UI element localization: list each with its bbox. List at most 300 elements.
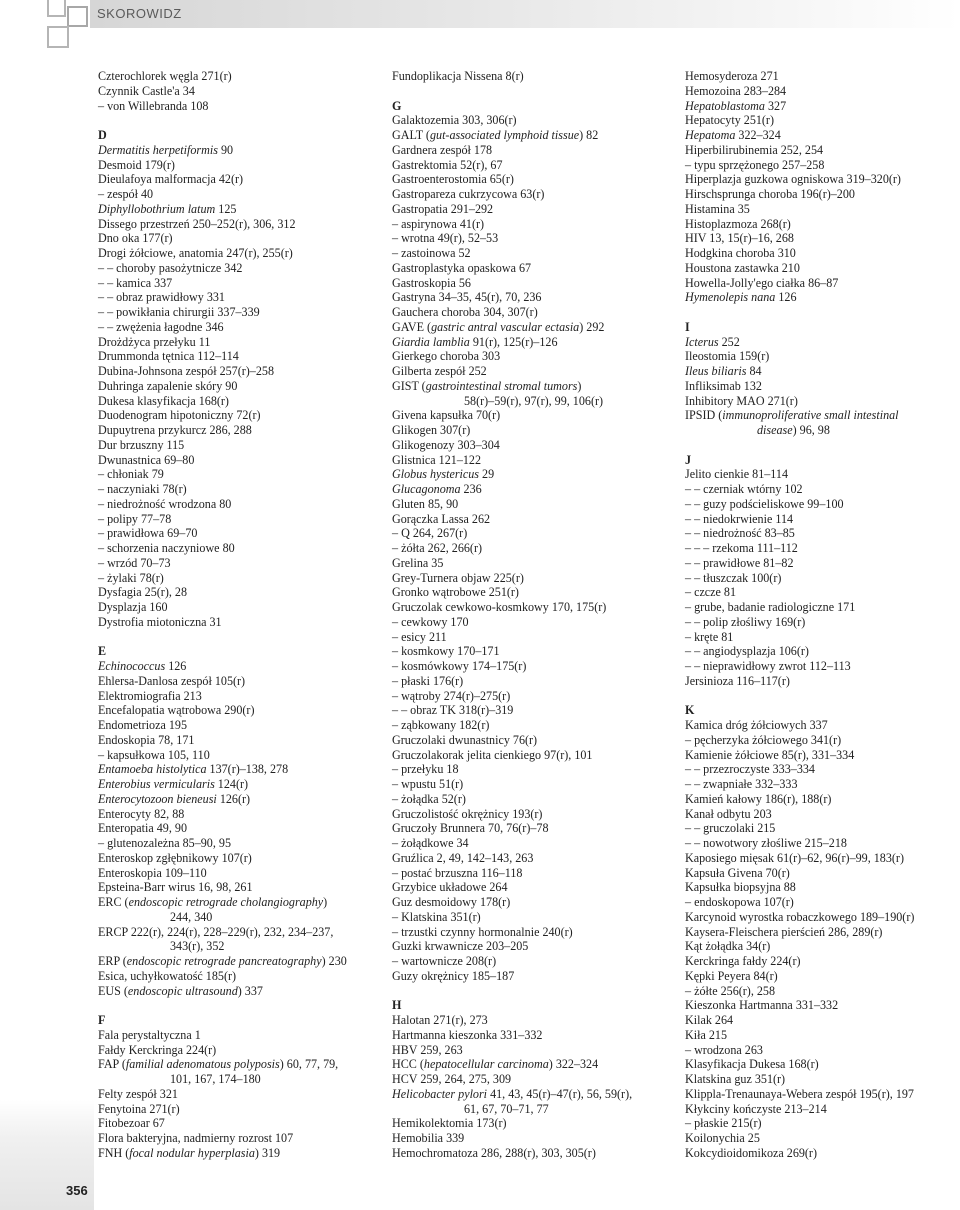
index-term: – postać brzuszna 116–118 [392, 865, 523, 880]
index-entry [392, 1057, 677, 1072]
index-pages: ) 60, 77, 79, [279, 1057, 339, 1072]
index-entry [392, 408, 677, 423]
index-term: 101, 167, 174–180 [170, 1072, 261, 1086]
index-term: FNH ( [98, 1145, 130, 1160]
index-entry [98, 335, 378, 350]
index-term: – trzustki czynny hormonalnie 240(r) [392, 924, 573, 939]
index-term: – wrzód 70–73 [98, 555, 171, 570]
index-entry [392, 836, 677, 851]
index-entry [685, 939, 955, 954]
index-entry [392, 349, 677, 364]
index-term: GALT ( [392, 128, 430, 142]
index-term: Kamienie żółciowe 85(r), 331–334 [685, 747, 855, 762]
index-entry [685, 423, 955, 438]
index-term: Gastroenterostomia 65(r) [392, 172, 514, 187]
index-term: Enteroskopia 109–110 [98, 865, 207, 880]
index-term: – esicy 211 [392, 629, 447, 644]
index-term: – schorzenia naczyniowe 80 [98, 541, 235, 555]
index-term: – von Willebranda 108 [98, 98, 209, 113]
index-entry [392, 305, 677, 320]
index-term: Dupuytrena przykurcz 286, 288 [98, 423, 252, 437]
index-entry [392, 158, 677, 173]
index-pages: ) 230 [321, 954, 347, 968]
index-entry [392, 630, 677, 645]
index-entry [685, 969, 955, 984]
index-entry [685, 1013, 955, 1028]
index-term: Hirschsprunga choroba 196(r)–200 [685, 187, 855, 201]
index-term: Dystrofia miotoniczna 31 [98, 614, 222, 629]
index-entry [685, 512, 955, 527]
index-entry [98, 910, 378, 925]
index-term: – żółta 262, 266(r) [392, 541, 483, 555]
index-term: Guzki krwawnicze 203–205 [392, 939, 529, 954]
index-term: – – guzy podścieliskowe 99–100 [685, 496, 844, 511]
index-entry [98, 1028, 378, 1043]
index-term: Guzy okrężnicy 185–187 [392, 968, 515, 983]
index-term: Glistnica 121–122 [392, 452, 482, 467]
index-term: Ehlersa-Danlosa zespół 105(r) [98, 673, 246, 688]
index-entry [685, 748, 955, 763]
index-pages: 327 [764, 98, 787, 113]
index-term: – pęcherzyka żółciowego 341(r) [685, 732, 842, 747]
index-entry [685, 394, 955, 409]
index-term: FAP ( [98, 1057, 126, 1072]
index-entry [392, 925, 677, 940]
index-term: – endoskopowa 107(r) [685, 895, 794, 909]
index-entry [392, 674, 677, 689]
index-term: – zastoinowa 52 [392, 246, 471, 260]
index-entry [392, 497, 677, 512]
index-entry [392, 571, 677, 586]
index-term: HCV 259, 264, 275, 309 [392, 1072, 512, 1086]
index-entry [685, 807, 955, 822]
index-term: – aspirynowa 41(r) [392, 216, 485, 231]
index-term: Hiperplazja guzkowa ogniskowa 319–320(r) [685, 172, 901, 187]
index-term: – żołądka 52(r) [392, 791, 466, 806]
index-entry [392, 1028, 677, 1043]
index-entry [392, 69, 677, 84]
index-entry [392, 1072, 677, 1087]
index-term: Kapsuła Givena 70(r) [685, 865, 790, 880]
index-entry [98, 423, 378, 438]
index-term: Grelina 35 [392, 555, 444, 570]
index-entry [98, 556, 378, 571]
index-term: Jelito cienkie 81–114 [685, 467, 788, 482]
index-letter-heading [685, 320, 955, 335]
index-term: – – polip złośliwy 169(r) [685, 614, 806, 629]
index-term: Gierkego choroba 303 [392, 349, 501, 364]
index-term: Esica, uchyłkowatość 185(r) [98, 968, 237, 983]
index-pages: ) 322–324 [548, 1057, 599, 1072]
index-entry [98, 866, 378, 881]
index-term: Czterochlorek węgla 271(r) [98, 69, 232, 83]
index-pages: 124(r) [214, 777, 249, 791]
index-term: 244, 340 [170, 909, 213, 924]
index-entry [98, 851, 378, 866]
index-term: – prawidłowa 69–70 [98, 526, 198, 541]
index-entry [392, 585, 677, 600]
index-entry [392, 556, 677, 571]
index-entry [685, 335, 955, 350]
index-term: Gruczolistość okrężnicy 193(r) [392, 806, 543, 821]
index-entry [685, 851, 955, 866]
index-entry [98, 526, 378, 541]
index-term: Inhibitory MAO 271(r) [685, 393, 798, 408]
index-entry [98, 807, 378, 822]
index-entry [98, 733, 378, 748]
index-term-italic: Ileus biliaris [685, 364, 747, 378]
index-term: Hepatocyty 251(r) [685, 113, 774, 128]
index-entry [392, 733, 677, 748]
index-term: Kępki Peyera 84(r) [685, 968, 778, 983]
index-entry [98, 261, 378, 276]
index-term: D [98, 128, 107, 142]
index-pages: 91(r), 125(r)–126 [469, 334, 558, 349]
index-entry [392, 143, 677, 158]
index-entry [685, 99, 955, 114]
index-term: HIV 13, 15(r)–16, 268 [685, 231, 794, 246]
index-entry [98, 482, 378, 497]
index-entry [392, 246, 677, 261]
index-term: – żółte 256(r), 258 [685, 983, 776, 998]
index-entry [685, 261, 955, 276]
index-term: – Q 264, 267(r) [392, 526, 468, 541]
index-term: EUS ( [98, 983, 128, 998]
index-entry [98, 718, 378, 733]
index-spacer [685, 305, 955, 320]
index-entry [98, 1057, 378, 1072]
index-entry [98, 880, 378, 895]
index-term: Gruźlica 2, 49, 142–143, 263 [392, 850, 534, 865]
index-term: Kapsułka biopsyjna 88 [685, 880, 796, 895]
index-pages: ) 337 [237, 983, 263, 998]
index-entry [392, 659, 677, 674]
index-term: Dysfagia 25(r), 28 [98, 585, 187, 600]
index-term-italic: gastrointestinal stromal tumors [425, 378, 578, 393]
index-spacer [685, 438, 955, 453]
index-entry [392, 762, 677, 777]
index-entry [98, 290, 378, 305]
index-spacer [685, 689, 955, 704]
index-term: Howella-Jolly'ego ciałka 86–87 [685, 275, 839, 290]
index-pages: ) 319 [254, 1145, 281, 1160]
index-entry [685, 408, 955, 423]
index-entry [685, 1116, 955, 1131]
index-term: IPSID ( [685, 408, 723, 423]
index-entry [685, 1057, 955, 1072]
index-term: Fala perystaltyczna 1 [98, 1027, 201, 1042]
index-term-italic: Helicobacter pylori [392, 1086, 488, 1101]
index-term: K [685, 703, 695, 718]
index-term: Drummonda tętnica 112–114 [98, 349, 239, 364]
index-entry [685, 866, 955, 881]
index-term: – ząbkowany 182(r) [392, 718, 490, 732]
index-term: Felty zespół 321 [98, 1086, 178, 1101]
index-entry [98, 659, 378, 674]
index-term: – – – rzekoma 111–112 [685, 541, 798, 555]
header-band [90, 0, 960, 28]
index-term: Gastropareza cukrzycowa 63(r) [392, 187, 545, 201]
index-entry [98, 1043, 378, 1058]
index-entry [392, 335, 677, 350]
index-term: – – zwężenia łagodne 346 [98, 319, 224, 334]
index-entry [392, 748, 677, 763]
index-entry [98, 512, 378, 527]
index-entry [685, 659, 955, 674]
index-entry [685, 69, 955, 84]
index-entry [392, 1043, 677, 1058]
index-letter-heading [98, 644, 378, 659]
index-entry [392, 290, 677, 305]
index-term: – typu sprzężonego 257–258 [685, 157, 825, 172]
index-term: F [98, 1013, 106, 1027]
index-term: Gruczolak cewkowo-kosmkowy 170, 175(r) [392, 600, 607, 614]
index-entry [392, 512, 677, 527]
index-entry [392, 261, 677, 276]
index-entry [98, 895, 378, 910]
index-entry [98, 689, 378, 704]
index-term: Endometrioza 195 [98, 718, 187, 732]
index-entry [392, 276, 677, 291]
index-term: Gastropatia 291–292 [392, 201, 494, 216]
index-letter-heading [392, 998, 677, 1013]
index-term: – czcze 81 [685, 585, 737, 600]
index-entry [392, 1102, 677, 1117]
index-term: – wpustu 51(r) [392, 777, 464, 791]
index-term: – – tłuszczak 100(r) [685, 570, 782, 585]
deco-square [67, 6, 88, 27]
index-term: Enteroskop zgłębnikowy 107(r) [98, 850, 252, 865]
index-entry [392, 482, 677, 497]
index-entry [685, 733, 955, 748]
index-entry [98, 364, 378, 379]
index-term: – grube, badanie radiologiczne 171 [685, 600, 856, 614]
index-term: Elektromiografia 213 [98, 688, 202, 703]
index-entry [685, 158, 955, 173]
index-term: Gardnera zespół 178 [392, 142, 493, 157]
index-term: – wrodzona 263 [685, 1042, 763, 1057]
index-term: Kaysera-Fleischera pierścień 286, 289(r) [685, 924, 883, 939]
index-term: Kamień kałowy 186(r), 188(r) [685, 791, 832, 806]
index-entry [98, 541, 378, 556]
index-term: HCC ( [392, 1057, 424, 1072]
index-term-italic: Enterobius vermicularis [98, 777, 215, 791]
index-entry [98, 394, 378, 409]
index-term: J [685, 452, 692, 467]
index-entry [685, 1131, 955, 1146]
index-entry [392, 851, 677, 866]
index-entry [392, 644, 677, 659]
index-term: – glutenozależna 85–90, 95 [98, 836, 231, 850]
index-term: 343(r), 352 [170, 939, 225, 954]
index-entry [392, 438, 677, 453]
index-term: Ileostomia 159(r) [685, 349, 770, 364]
index-term: ERCP 222(r), 224(r), 228–229(r), 232, 234–237, [98, 924, 334, 939]
index-term: Dubina-Johnsona zespół 257(r)–258 [98, 364, 274, 378]
index-term: Klasyfikacja Dukesa 168(r) [685, 1057, 819, 1072]
index-term: Gruczolaki dwunastnicy 76(r) [392, 732, 538, 747]
index-term: Drogi żółciowe, anatomia 247(r), 255(r) [98, 246, 293, 260]
index-entry [392, 128, 677, 143]
index-term: Dysplazja 160 [98, 600, 168, 614]
index-entry [98, 703, 378, 718]
index-term: – żołądkowe 34 [392, 836, 469, 850]
index-entry [392, 895, 677, 910]
section-title: SKOROWIDZ [97, 6, 182, 21]
index-term: Grey-Turnera objaw 225(r) [392, 570, 524, 585]
index-term: Gastroskopia 56 [392, 275, 471, 290]
index-entry [685, 128, 955, 143]
index-term-italic: Glucagonoma [392, 482, 461, 496]
index-entry [392, 807, 677, 822]
index-entry [98, 1102, 378, 1117]
index-term: Hemikolektomia 173(r) [392, 1116, 507, 1131]
index-entry [685, 1102, 955, 1117]
index-term: – – czerniak wtórny 102 [685, 482, 803, 496]
index-entry [392, 467, 677, 482]
index-term: – wątroby 274(r)–275(r) [392, 688, 511, 703]
index-entry [392, 910, 677, 925]
index-column-3 [685, 69, 955, 1161]
index-term: Kamica dróg żółciowych 337 [685, 718, 828, 732]
index-term: – – kamica 337 [98, 275, 173, 290]
index-term: Gorączka Lassa 262 [392, 511, 491, 526]
index-term: Fundoplikacja Nissena 8(r) [392, 69, 524, 83]
index-entry [392, 880, 677, 895]
index-entry [98, 320, 378, 335]
index-term: Endoskopia 78, 171 [98, 732, 195, 747]
index-entry [392, 1013, 677, 1028]
index-entry [685, 998, 955, 1013]
index-term: – – nieprawidłowy zwrot 112–113 [685, 659, 851, 673]
index-entry [98, 379, 378, 394]
index-entry [98, 821, 378, 836]
index-entry [392, 394, 677, 409]
index-entry [685, 1028, 955, 1043]
index-term: Klatskina guz 351(r) [685, 1072, 786, 1086]
index-entry [685, 718, 955, 733]
index-term: Hodgkina choroba 310 [685, 246, 796, 260]
index-entry [98, 438, 378, 453]
index-term: Kilak 264 [685, 1013, 734, 1027]
index-term: Czynnik Castle'a 34 [98, 83, 195, 98]
index-term-italic: endoscopic ultrasound [127, 983, 238, 998]
index-term: Hemochromatoza 286, 288(r), 303, 305(r) [392, 1145, 596, 1160]
index-entry [392, 364, 677, 379]
index-entry [98, 1087, 378, 1102]
index-term-italic: immunoproliferative small intestinal [722, 408, 899, 423]
index-term: Gastryna 34–35, 45(r), 70, 236 [392, 290, 542, 305]
index-term: – płaskie 215(r) [685, 1116, 762, 1131]
index-term: Houstona zastawka 210 [685, 260, 800, 275]
index-term: Kieszonka Hartmanna 331–332 [685, 998, 839, 1013]
page-number: 356 [66, 1183, 88, 1198]
index-entry [392, 217, 677, 232]
index-entry [98, 305, 378, 320]
index-term: Fałdy Kerckringa 224(r) [98, 1042, 217, 1057]
index-entry [392, 821, 677, 836]
index-term: Dur brzuszny 115 [98, 437, 185, 452]
index-term: Klippla-Trenaunaya-Webera zespół 195(r), 197 [685, 1086, 914, 1101]
index-term-italic: Enterocytozoon bieneusi [98, 791, 217, 806]
index-term-italic: Entamoeba histolytica [98, 762, 207, 777]
index-entry [98, 349, 378, 364]
index-pages: 41, 43, 45(r)–47(r), 56, 59(r), [487, 1086, 633, 1101]
index-term: Gluten 85, 90 [392, 496, 459, 511]
index-entry [685, 571, 955, 586]
index-term-italic: Hepatoma [685, 128, 736, 142]
index-term: H [392, 998, 402, 1013]
index-entry [685, 821, 955, 836]
index-entry [392, 231, 677, 246]
index-term: Enteropatia 49, 90 [98, 821, 187, 836]
index-term: Gronko wątrobowe 251(r) [392, 585, 519, 600]
index-entry [98, 158, 378, 173]
index-term: 61, 67, 70–71, 77 [464, 1101, 549, 1116]
index-pages: ) [577, 378, 582, 393]
index-term: – – powikłania chirurgii 337–339 [98, 305, 260, 319]
index-entry [685, 792, 955, 807]
index-entry [685, 762, 955, 777]
index-term: – – obraz TK 318(r)–319 [392, 703, 514, 718]
index-spacer [392, 984, 677, 999]
index-entry [98, 217, 378, 232]
index-entry [685, 910, 955, 925]
index-letter-heading [392, 99, 677, 114]
index-term: Hartmanna kieszonka 331–332 [392, 1027, 543, 1042]
index-entry [685, 202, 955, 217]
index-entry [98, 615, 378, 630]
index-entry [392, 792, 677, 807]
index-term: Kanał odbytu 203 [685, 806, 772, 821]
index-pages: ) [323, 895, 328, 909]
index-entry [392, 866, 677, 881]
index-entry [98, 99, 378, 114]
index-term: Dissego przestrzeń 250–252(r), 306, 312 [98, 216, 296, 231]
index-entry [685, 1146, 955, 1161]
index-letter-heading [98, 128, 378, 143]
index-entry [98, 969, 378, 984]
index-entry [685, 895, 955, 910]
index-term: Gauchera choroba 304, 307(r) [392, 305, 538, 319]
index-term: Givena kapsułka 70(r) [392, 408, 501, 423]
index-entry [685, 364, 955, 379]
index-term: – zespół 40 [98, 187, 154, 201]
index-term: Kaposiego mięsak 61(r)–62, 96(r)–99, 183(r) [685, 850, 904, 865]
index-entry [392, 689, 677, 704]
index-entry [685, 925, 955, 940]
index-entry [392, 777, 677, 792]
index-entry [98, 246, 378, 261]
index-term: Gastroplastyka opaskowa 67 [392, 260, 532, 275]
index-entry [98, 984, 378, 999]
index-pages: 126(r) [216, 791, 251, 806]
index-entry [685, 644, 955, 659]
index-entry [98, 762, 378, 777]
index-entry [392, 453, 677, 468]
index-entry [685, 187, 955, 202]
index-term: – – prawidłowe 81–82 [685, 555, 794, 570]
index-term: – cewkowy 170 [392, 614, 469, 629]
index-entry [98, 231, 378, 246]
index-term-italic: Dermatitis herpetiformis [98, 142, 218, 157]
index-term: – żylaki 78(r) [98, 570, 164, 585]
index-term: Desmoid 179(r) [98, 157, 175, 172]
index-term: Infliksimab 132 [685, 378, 762, 393]
index-pages: 84 [746, 364, 762, 378]
index-entry [98, 69, 378, 84]
index-column-2 [392, 69, 677, 1161]
